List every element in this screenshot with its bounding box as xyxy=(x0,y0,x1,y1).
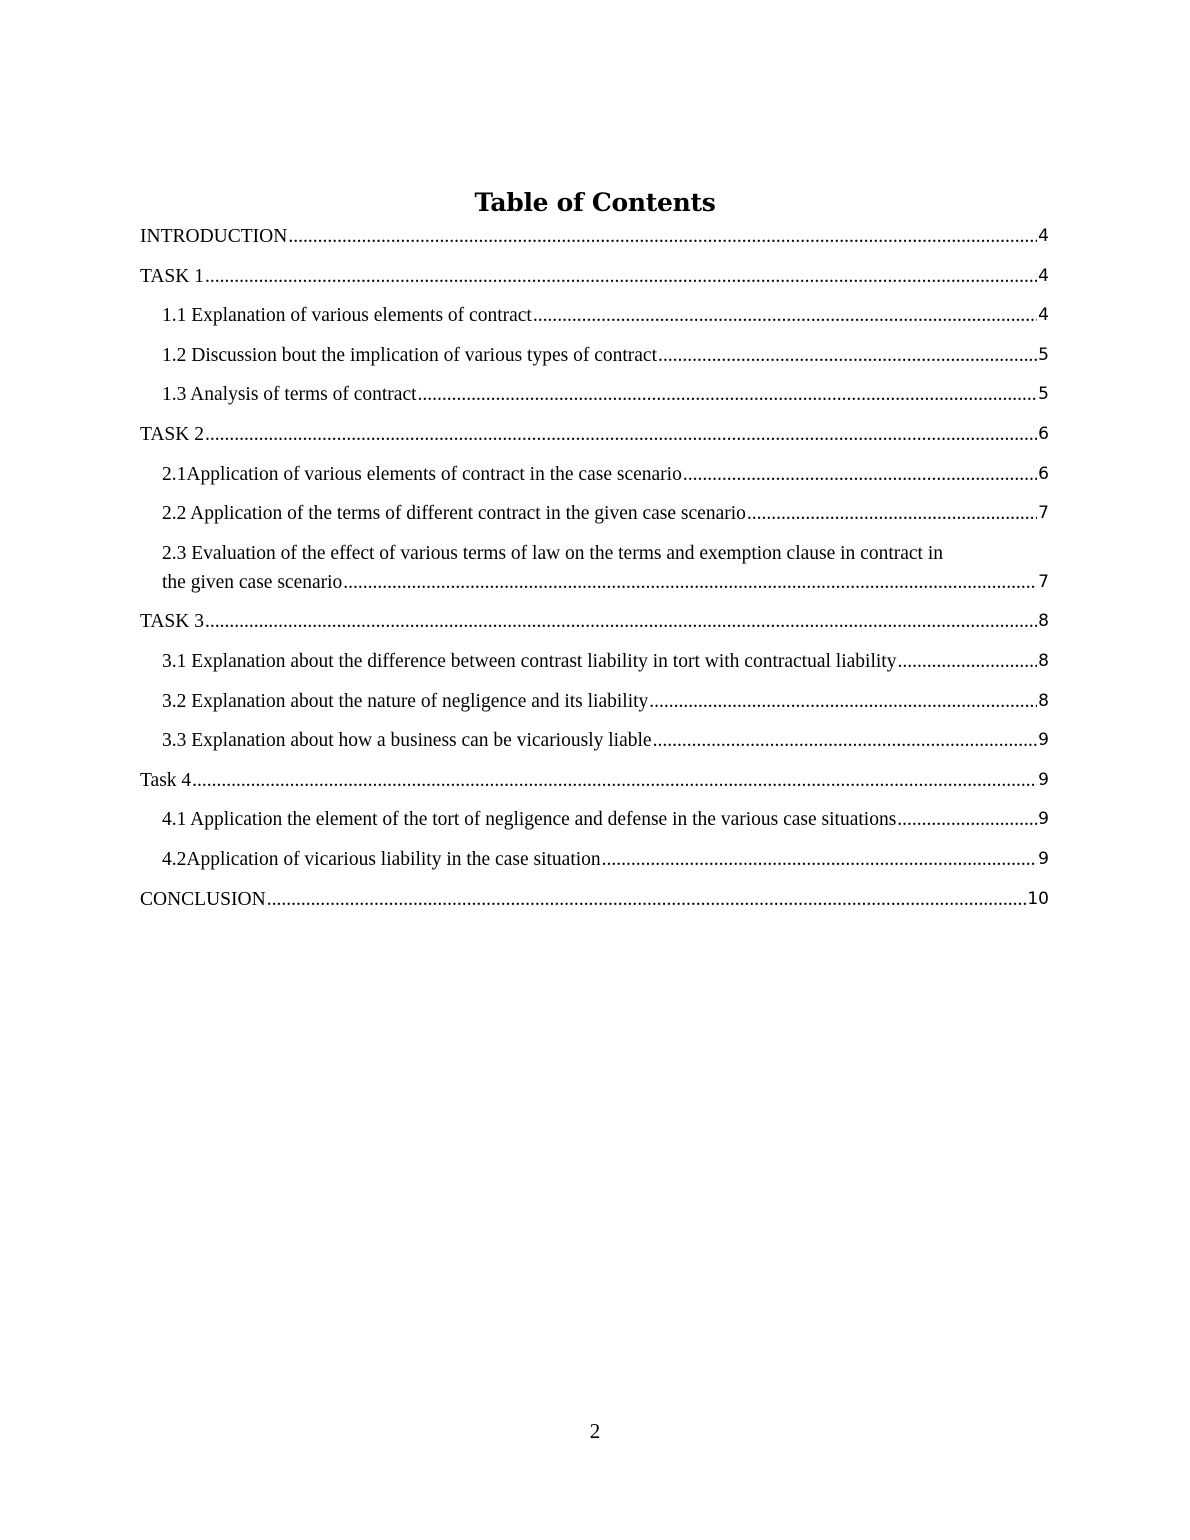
toc-entry-page: 5 xyxy=(1038,384,1049,405)
toc-entry-label: Task 4 xyxy=(140,769,192,791)
toc-entry-task-2[interactable] xyxy=(140,420,1049,449)
toc-entry-page: 9 xyxy=(1038,769,1049,790)
toc-entry-label: 3.3 Explanation about how a business can be vicariously liable xyxy=(162,730,652,752)
toc-entry-page: 4 xyxy=(1038,226,1049,246)
toc-entry-page: 8 xyxy=(1038,611,1049,632)
toc-entry-label: CONCLUSION xyxy=(140,888,266,910)
table-of-contents xyxy=(140,222,1049,924)
toc-entry-page: 7 xyxy=(1038,571,1049,592)
page-number: 2 xyxy=(589,1419,601,1443)
toc-entry-label: 2.1Application of various elements of contract in the case scenario xyxy=(162,463,682,485)
toc-entry-page: 7 xyxy=(1038,503,1049,524)
dot-leader xyxy=(602,845,1038,874)
toc-entry-3-1[interactable] xyxy=(140,647,1049,676)
dot-leader xyxy=(205,607,1037,636)
toc-entry-2-2[interactable] xyxy=(140,499,1049,528)
dot-leader xyxy=(683,460,1037,489)
toc-entry-page: 9 xyxy=(1038,809,1049,830)
toc-entry-line-2 xyxy=(162,568,1049,597)
dot-leader xyxy=(205,262,1037,291)
toc-entry-label: TASK 3 xyxy=(140,611,204,633)
toc-entry-4-1[interactable] xyxy=(140,805,1049,834)
dot-leader xyxy=(288,222,1037,251)
dot-leader xyxy=(205,420,1037,449)
dot-leader xyxy=(192,766,1037,795)
toc-entry-page: 5 xyxy=(1038,344,1049,365)
toc-entry-1-3[interactable] xyxy=(140,380,1049,409)
toc-entry-1-2[interactable] xyxy=(140,341,1049,370)
toc-entry-label: 4.2Application of vicarious liability in the case situation xyxy=(162,848,601,870)
toc-entry-page: 10 xyxy=(1027,888,1049,909)
toc-entry-page: 9 xyxy=(1038,848,1049,869)
toc-entry-label: 3.2 Explanation about the nature of negligence and its liability xyxy=(162,690,649,712)
toc-entry-page: 6 xyxy=(1038,463,1049,484)
dot-leader xyxy=(747,499,1037,528)
toc-entry-3-2[interactable] xyxy=(140,687,1049,716)
toc-entry-label-line-2: the given case scenario xyxy=(162,571,343,593)
toc-entry-2-3[interactable] xyxy=(140,539,1049,597)
dot-leader xyxy=(267,885,1027,914)
toc-entry-1-1[interactable] xyxy=(140,301,1049,330)
dot-leader xyxy=(343,568,1037,597)
toc-entry-conclusion[interactable] xyxy=(140,885,1049,914)
toc-entry-label: 1.1 Explanation of various elements of contract xyxy=(162,305,532,327)
toc-entry-task-1[interactable] xyxy=(140,262,1049,291)
toc-entry-label: 3.1 Explanation about the difference between contrast liability in tort with contractual liability xyxy=(162,650,897,672)
toc-entry-page: 6 xyxy=(1038,423,1049,444)
toc-entry-2-1[interactable] xyxy=(140,460,1049,489)
toc-title: Table of Contents xyxy=(474,188,716,217)
toc-entry-label: 4.1 Application the element of the tort of negligence and defense in the various case situations xyxy=(162,809,897,831)
toc-entry-label: 1.2 Discussion bout the implication of various types of contract xyxy=(162,344,657,366)
toc-entry-task-4[interactable] xyxy=(140,766,1049,795)
toc-entry-label-line-1: 2.3 Evaluation of the effect of various terms of law on the terms and exemption clause in contract in xyxy=(162,542,944,564)
dot-leader xyxy=(897,805,1037,834)
toc-entry-page: 4 xyxy=(1038,305,1049,326)
dot-leader xyxy=(653,726,1038,755)
toc-entry-label: TASK 2 xyxy=(140,423,204,445)
dot-leader xyxy=(649,687,1037,716)
toc-entry-introduction[interactable] xyxy=(140,222,1049,251)
toc-entry-page: 9 xyxy=(1038,730,1049,751)
dot-leader xyxy=(897,647,1037,676)
dot-leader xyxy=(418,380,1038,409)
toc-entry-page: 8 xyxy=(1038,690,1049,711)
dot-leader xyxy=(533,301,1037,330)
toc-entry-label: 1.3 Analysis of terms of contract xyxy=(162,384,417,406)
dot-leader xyxy=(658,341,1037,370)
toc-entry-label: 2.2 Application of the terms of different contract in the given case scenario xyxy=(162,503,746,525)
toc-entry-4-2[interactable] xyxy=(140,845,1049,874)
toc-entry-page: 4 xyxy=(1038,265,1049,286)
toc-entry-label: INTRODUCTION xyxy=(140,226,288,247)
toc-entry-label: TASK 1 xyxy=(140,265,204,287)
toc-entry-task-3[interactable] xyxy=(140,607,1049,636)
toc-entry-3-3[interactable] xyxy=(140,726,1049,755)
toc-entry-page: 8 xyxy=(1038,650,1049,671)
